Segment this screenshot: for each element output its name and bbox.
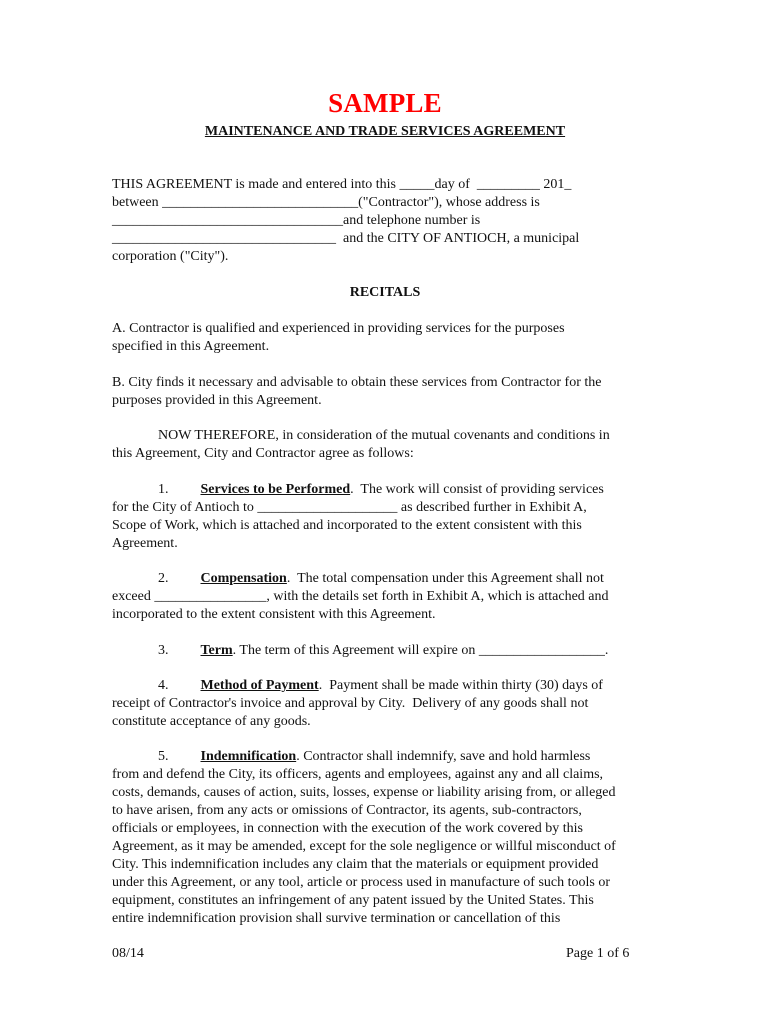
section-3-first-rest: . The term of this Agreement will expire on __________________. — [232, 643, 609, 658]
section-4-first-line — [158, 677, 603, 695]
recital-a-line: specified in this Agreement. — [112, 339, 270, 354]
section-5-line: under this Agreement, or any tool, article or process used in manufacture of such tools or — [112, 875, 611, 890]
section-2-line: exceed ________________, with the details set forth in Exhibit A, which is attached and — [112, 589, 609, 604]
section-4-number: 4. — [158, 678, 169, 693]
footer-page-number: Page 1 of 6 — [566, 946, 630, 961]
section-4-heading: Method of Payment — [200, 678, 319, 693]
recital-a-line: A. Contractor is qualified and experienced in providing services for the purposes — [112, 321, 565, 336]
document-title: SAMPLE — [328, 88, 442, 118]
section-2-line: incorporated to the extent consistent with this Agreement. — [112, 607, 436, 622]
section-4-line: constitute acceptance of any goods. — [112, 714, 311, 729]
section-4-line: receipt of Contractor's invoice and approval by City. Delivery of any goods shall not — [112, 696, 589, 711]
recitals-heading: RECITALS — [349, 285, 421, 300]
section-5-line: to have arisen, from any acts or omissions of Contractor, its agents, sub-contractors, — [112, 803, 582, 818]
section-2-first-rest: . The total compensation under this Agreement shall not — [286, 571, 604, 586]
section-2-heading: Compensation — [200, 571, 287, 586]
now-therefore-line: this Agreement, City and Contractor agree as follows: — [112, 446, 414, 461]
section-5-line: costs, demands, causes of action, suits, losses, expense or liability arising from, or alleged — [112, 785, 616, 800]
section-5-first-line — [158, 748, 590, 766]
section-1-heading: Services to be Performed — [200, 482, 351, 497]
section-3-number: 3. — [158, 643, 169, 658]
intro-line: THIS AGREEMENT is made and entered into this _____day of _________ 201_ — [112, 177, 572, 192]
section-2-first-line — [158, 570, 604, 588]
section-1-number: 1. — [158, 482, 169, 497]
intro-line: ________________________________ and the CITY OF ANTIOCH, a municipal — [112, 231, 580, 246]
document-subtitle: MAINTENANCE AND TRADE SERVICES AGREEMENT — [204, 124, 566, 139]
section-5-line: entire indemnification provision shall survive termination or cancellation of this — [112, 911, 561, 926]
section-2-number: 2. — [158, 571, 169, 586]
section-5-number: 5. — [158, 749, 169, 764]
intro-line: corporation ("City"). — [112, 249, 229, 264]
section-3-first-line — [158, 642, 608, 660]
section-5-line: equipment, constitutes an infringement of any patent issued by the United States. This — [112, 893, 594, 908]
section-5-line: City. This indemnification includes any claim that the materials or equipment provided — [112, 857, 599, 872]
section-4-first-rest: . Payment shall be made within thirty (30) days of — [318, 678, 603, 693]
intro-line: _________________________________and telephone number is — [112, 213, 481, 228]
intro-line: between ____________________________("Contractor"), whose address is — [112, 195, 540, 210]
recital-b-line: B. City finds it necessary and advisable to obtain these services from Contractor for the — [112, 375, 602, 390]
section-5-line: officials or employees, in connection with the execution of the work covered by this — [112, 821, 583, 836]
footer-date: 08/14 — [112, 946, 144, 961]
now-therefore-line: NOW THEREFORE, in consideration of the mutual covenants and conditions in — [158, 428, 610, 443]
section-1-first-line — [158, 481, 604, 499]
section-5-first-rest: . Contractor shall indemnify, save and hold harmless — [296, 749, 591, 764]
section-5-line: from and defend the City, its officers, agents and employees, against any and all claims, — [112, 767, 604, 782]
section-5-heading: Indemnification — [200, 749, 297, 764]
section-5-line: Agreement, as it may be amended, except for the sole negligence or willful misconduct of — [112, 839, 616, 854]
section-1-first-rest: . The work will consist of providing services — [350, 482, 604, 497]
section-1-line: Agreement. — [112, 536, 178, 551]
recital-b-line: purposes provided in this Agreement. — [112, 393, 322, 408]
section-1-line: Scope of Work, which is attached and incorporated to the extent consistent with this — [112, 518, 582, 533]
section-3-heading: Term — [200, 643, 233, 658]
section-1-line: for the City of Antioch to ____________________ as described further in Exhibit A, — [112, 500, 587, 515]
